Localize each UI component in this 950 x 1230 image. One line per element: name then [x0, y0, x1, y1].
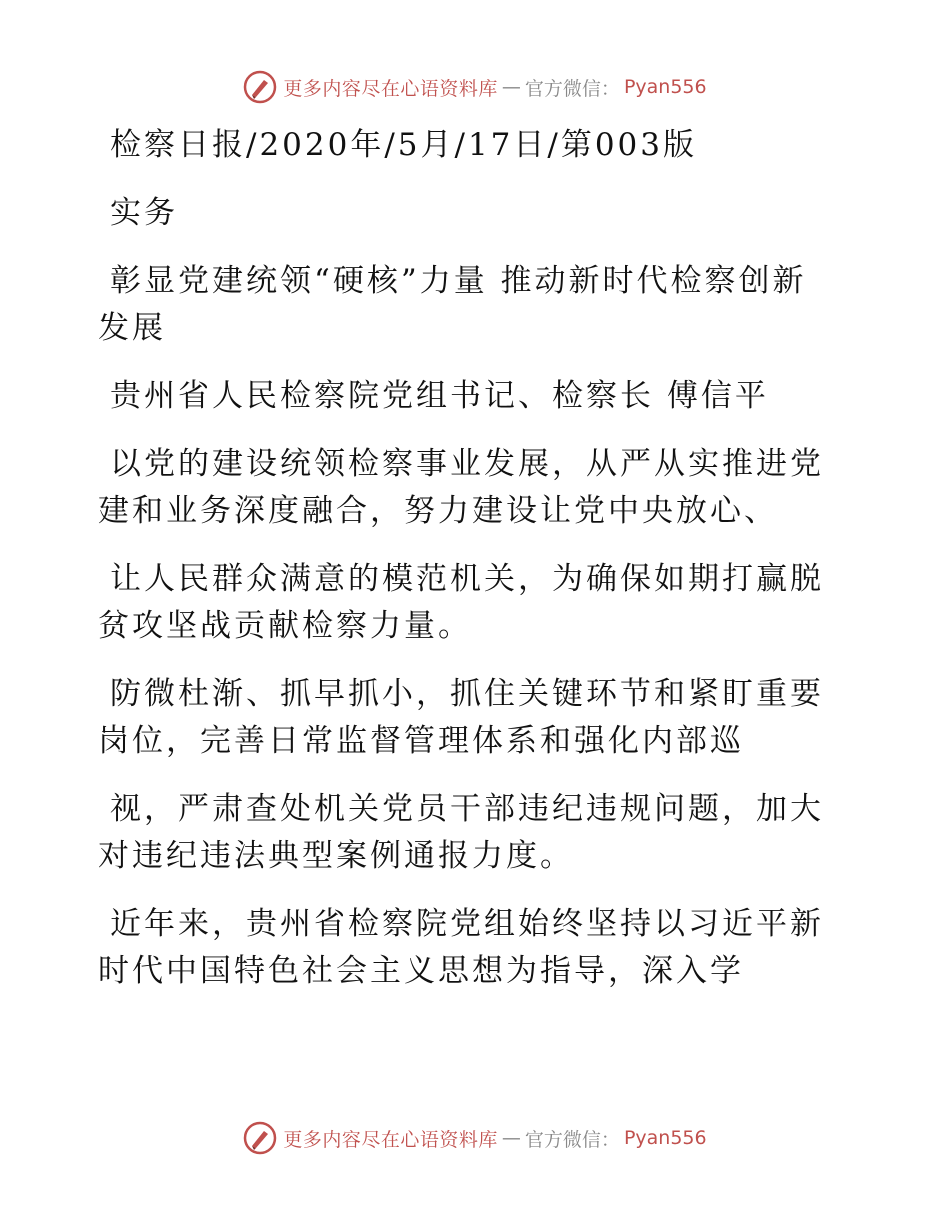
footer-watermark: [0, 1121, 950, 1155]
paragraph-line: 视，严肃查处机关党员干部违纪违规问题，加大: [110, 791, 824, 827]
article-title: [98, 258, 858, 352]
article-section: 实务: [110, 195, 178, 231]
article-source: 检察日报/2020年/5月/17日/第003版: [110, 127, 698, 163]
watermark-separator: —: [501, 76, 521, 98]
watermark-wechat-id: Pyan556: [623, 1127, 707, 1149]
watermark-text: 更多内容尽在心语资料库: [283, 1128, 498, 1151]
paragraph-line: 岗位，完善日常监督管理体系和强化内部巡: [98, 723, 744, 759]
paragraph-line: 建和业务深度融合，努力建设让党中央放心、: [98, 493, 778, 529]
header-watermark: [0, 70, 950, 104]
paragraph-line: 让人民群众满意的模范机关，为确保如期打赢脱: [110, 561, 824, 597]
paragraph: [98, 786, 858, 880]
paragraph-line: 对违纪违法典型案例通报力度。: [98, 838, 574, 874]
article-author: 贵州省人民检察院党组书记、检察长 傅信平: [110, 378, 769, 414]
watermark-separator: —: [501, 1127, 521, 1149]
paragraph: [98, 441, 858, 535]
pen-logo-icon: [243, 1121, 277, 1155]
title-line: 彰显党建统领“硬核”力量 推动新时代检察创新: [110, 263, 807, 299]
paragraph: [98, 556, 858, 650]
article-body: [98, 122, 858, 1016]
watermark-wechat-label: 官方微信：: [524, 77, 620, 100]
watermark-wechat-id: Pyan556: [623, 76, 707, 98]
watermark-wechat-label: 官方微信：: [524, 1128, 620, 1151]
pen-logo-icon: [243, 70, 277, 104]
watermark-text: 更多内容尽在心语资料库: [283, 77, 498, 100]
paragraph-line: 时代中国特色社会主义思想为指导，深入学: [98, 953, 744, 989]
paragraph: [98, 901, 858, 995]
paragraph: [98, 671, 858, 765]
paragraph-line: 近年来，贵州省检察院党组始终坚持以习近平新: [110, 906, 824, 942]
title-line: 发展: [98, 310, 166, 346]
paragraph-line: 以党的建设统领检察事业发展，从严从实推进党: [110, 446, 824, 482]
paragraph-line: 防微杜渐、抓早抓小，抓住关键环节和紧盯重要: [110, 676, 824, 712]
paragraph-line: 贫攻坚战贡献检察力量。: [98, 608, 472, 644]
